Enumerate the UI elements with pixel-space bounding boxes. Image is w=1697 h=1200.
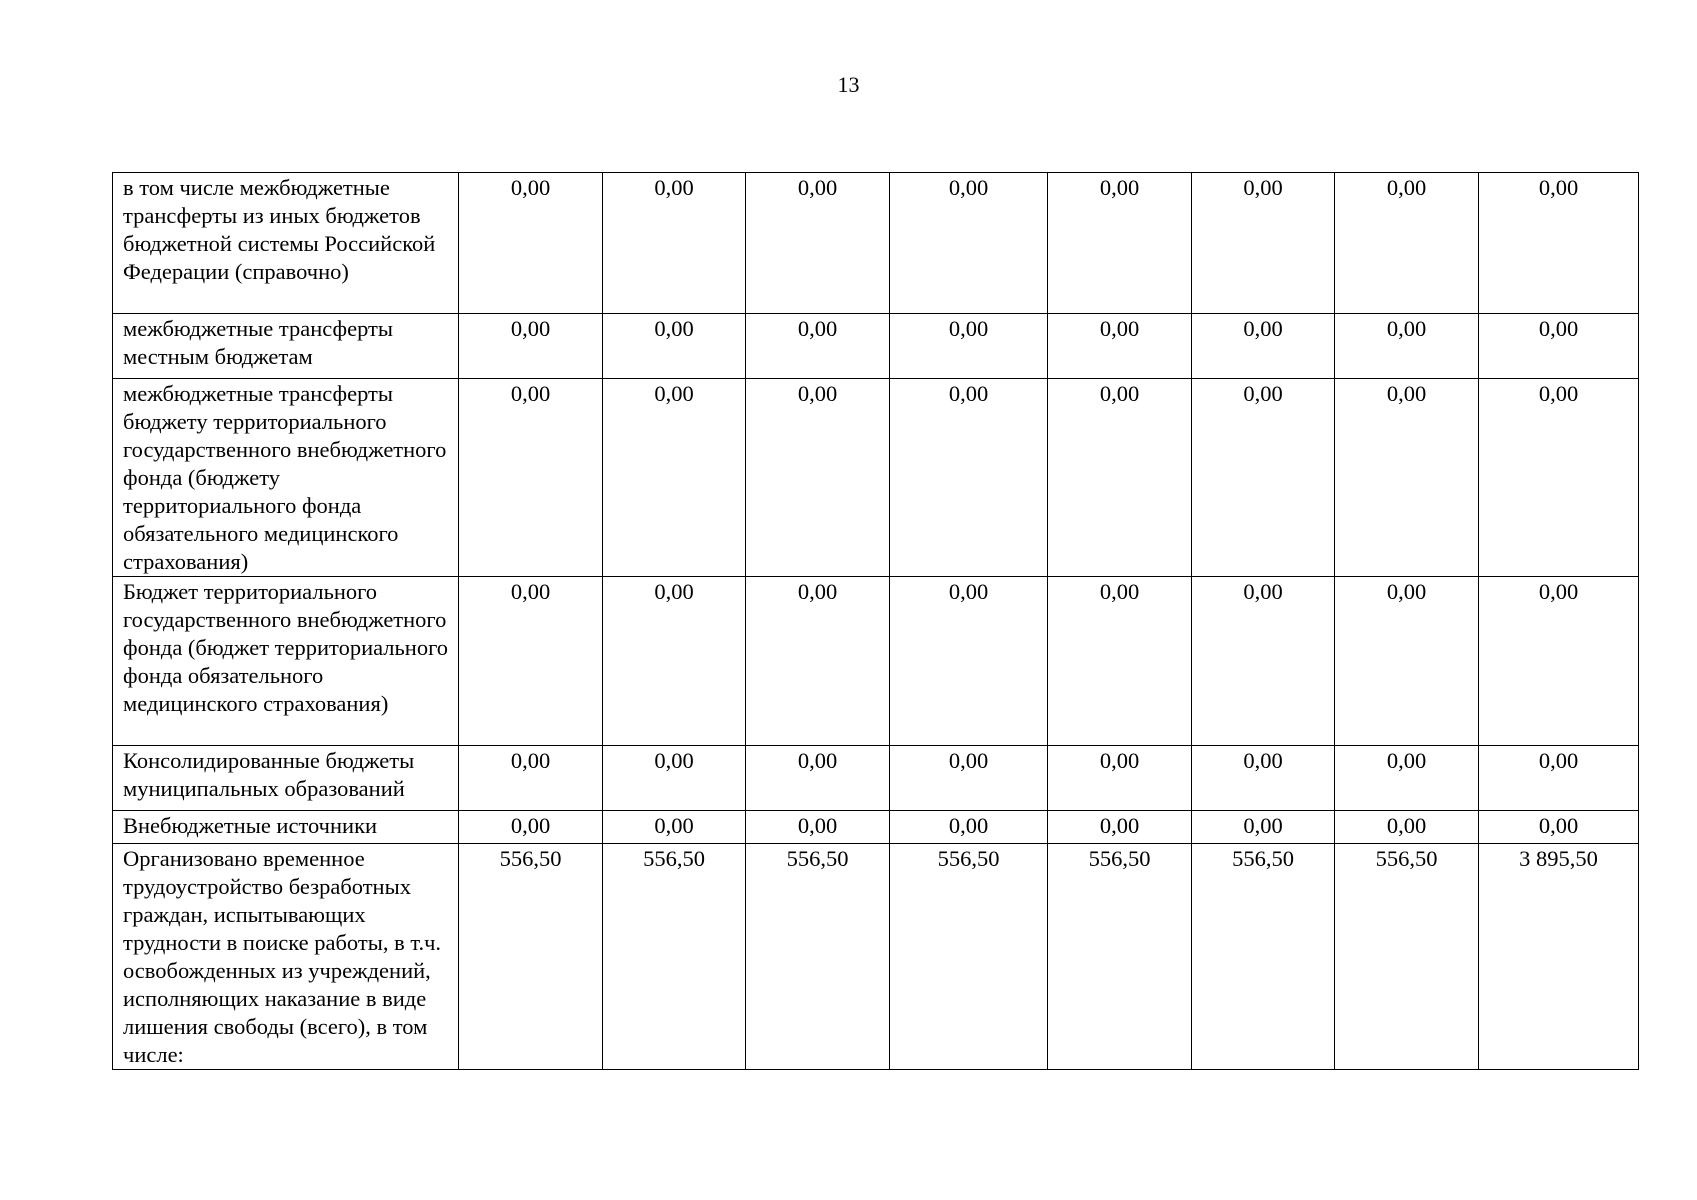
value-cell: 0,00 [1048, 746, 1192, 811]
table-row [113, 173, 1639, 314]
row-label: межбюджетные трансферты бюджету территориального государственного внебюджетного фонда (бюджету территориального фонда обязательного медицинского страхования) [113, 379, 459, 577]
value-cell: 0,00 [603, 746, 746, 811]
value-cell: 0,00 [1192, 314, 1335, 379]
value-cell: 0,00 [1335, 577, 1479, 746]
value-cell: 0,00 [1335, 173, 1479, 314]
value-cell: 0,00 [890, 173, 1048, 314]
table-row [113, 844, 1639, 1070]
value-cell: 556,50 [746, 844, 890, 1070]
value-cell: 0,00 [1192, 746, 1335, 811]
total-cell: 0,00 [1479, 314, 1639, 379]
value-cell: 0,00 [746, 577, 890, 746]
row-label: Консолидированные бюджеты муниципальных образований [113, 746, 459, 811]
value-cell: 0,00 [1048, 379, 1192, 577]
value-cell: 0,00 [603, 173, 746, 314]
value-cell: 0,00 [1192, 811, 1335, 844]
total-cell: 0,00 [1479, 811, 1639, 844]
value-cell: 0,00 [1048, 811, 1192, 844]
value-cell: 0,00 [746, 379, 890, 577]
value-cell: 0,00 [1192, 577, 1335, 746]
value-cell: 0,00 [1048, 314, 1192, 379]
row-label: Организовано временное трудоустройство безработных граждан, испытывающих трудности в поиске работы, в т.ч. освобожденных из учреждений, исполняющих наказание в виде лишения свободы (всего), в том числе: [113, 844, 459, 1070]
total-cell: 0,00 [1479, 746, 1639, 811]
value-cell: 0,00 [890, 811, 1048, 844]
table-row [113, 379, 1639, 577]
value-cell: 556,50 [603, 844, 746, 1070]
value-cell: 556,50 [1335, 844, 1479, 1070]
table-row [113, 314, 1639, 379]
value-cell: 0,00 [746, 811, 890, 844]
table-row [113, 746, 1639, 811]
value-cell: 556,50 [890, 844, 1048, 1070]
total-cell: 3 895,50 [1479, 844, 1639, 1070]
value-cell: 0,00 [459, 314, 603, 379]
value-cell: 0,00 [746, 746, 890, 811]
value-cell: 0,00 [1335, 746, 1479, 811]
value-cell: 0,00 [459, 577, 603, 746]
value-cell: 0,00 [1192, 173, 1335, 314]
value-cell: 0,00 [1335, 379, 1479, 577]
budget-table [112, 172, 1639, 1070]
value-cell: 0,00 [746, 173, 890, 314]
table-row [113, 811, 1639, 844]
value-cell: 0,00 [603, 577, 746, 746]
total-cell: 0,00 [1479, 577, 1639, 746]
value-cell: 0,00 [603, 811, 746, 844]
value-cell: 0,00 [459, 811, 603, 844]
total-cell: 0,00 [1479, 173, 1639, 314]
row-label: в том числе межбюджетные трансферты из иных бюджетов бюджетной системы Российской Федерации (справочно) [113, 173, 459, 314]
value-cell: 0,00 [1335, 811, 1479, 844]
page-number: 13 [837, 72, 860, 97]
total-cell: 0,00 [1479, 379, 1639, 577]
value-cell: 0,00 [459, 746, 603, 811]
value-cell: 0,00 [890, 746, 1048, 811]
value-cell: 556,50 [1048, 844, 1192, 1070]
value-cell: 0,00 [459, 173, 603, 314]
row-label: межбюджетные трансферты местным бюджетам [113, 314, 459, 379]
value-cell: 0,00 [890, 379, 1048, 577]
table-row [113, 577, 1639, 746]
value-cell: 0,00 [746, 314, 890, 379]
value-cell: 0,00 [1335, 314, 1479, 379]
value-cell: 556,50 [1192, 844, 1335, 1070]
value-cell: 0,00 [459, 379, 603, 577]
value-cell: 0,00 [1048, 577, 1192, 746]
value-cell: 0,00 [890, 577, 1048, 746]
row-label: Бюджет территориального государственного внебюджетного фонда (бюджет территориального фонда обязательного медицинского страхования) [113, 577, 459, 746]
value-cell: 0,00 [603, 379, 746, 577]
value-cell: 556,50 [459, 844, 603, 1070]
value-cell: 0,00 [603, 314, 746, 379]
value-cell: 0,00 [1192, 379, 1335, 577]
value-cell: 0,00 [1048, 173, 1192, 314]
value-cell: 0,00 [890, 314, 1048, 379]
row-label: Внебюджетные источники [113, 811, 459, 844]
